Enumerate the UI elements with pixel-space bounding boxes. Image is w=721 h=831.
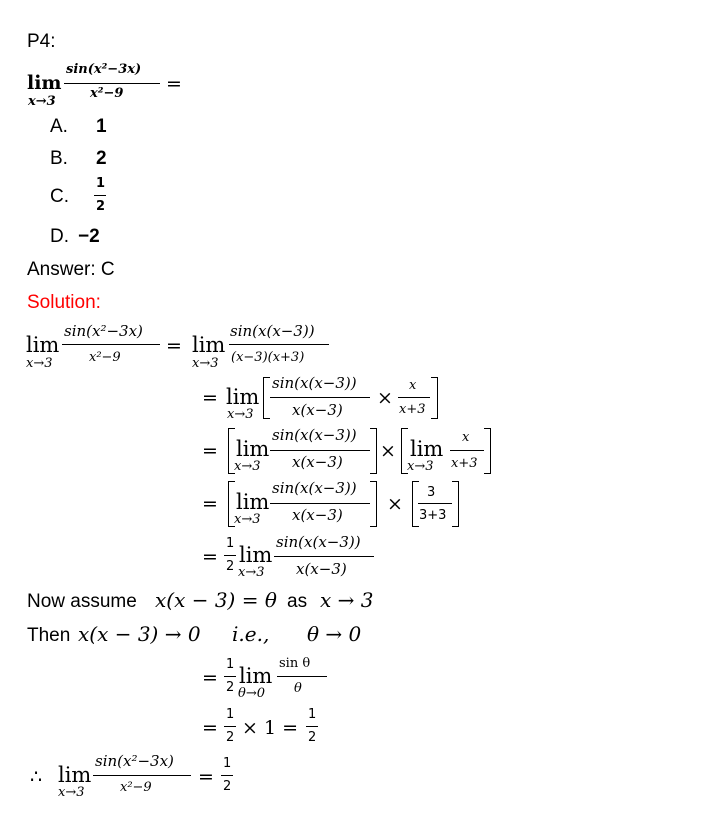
then-ie: i.e., [232, 622, 270, 646]
option-a-value: 1 [96, 116, 107, 137]
l1-sub2: x→3 [192, 356, 219, 371]
l2-bracket-right [431, 377, 438, 419]
option-c-num: 1 [96, 176, 106, 191]
l7-res-den: 2 [308, 730, 317, 745]
l6-bar [277, 676, 327, 677]
l7-half-den: 2 [226, 730, 235, 745]
then-expr: x(x − 3) → 0 [78, 622, 201, 646]
l4-den: x(x−3) [292, 506, 343, 524]
l1-den2: (x−3)(x+3) [231, 350, 305, 365]
l7-res-bar [306, 726, 318, 727]
assume-expr: x(x − 3) = θ [155, 588, 277, 612]
option-a-letter: A. [50, 116, 68, 137]
then-text1: Then [27, 625, 71, 646]
concl-sub: x→3 [58, 785, 85, 800]
therefore-symbol: ∴ [30, 766, 43, 788]
l6-sub: θ→0 [238, 686, 265, 701]
l2-lim: lim [226, 385, 260, 409]
concl-bar [93, 775, 191, 776]
l2-bar2 [398, 397, 430, 398]
l4-bar [270, 503, 370, 504]
l3-num2: x [462, 430, 470, 445]
l1-bar [62, 344, 160, 345]
l3-eq: = [202, 440, 218, 462]
l2-num: sin(x(x−3)) [272, 374, 357, 392]
l6-num: sin θ [279, 656, 311, 671]
problem-fraction-bar [64, 83, 160, 84]
l5-half-num: 1 [226, 536, 235, 551]
l4-bracket-right [370, 481, 377, 527]
problem-numerator: sin(x²−3x) [66, 62, 142, 77]
l3-lim: lim [236, 437, 270, 461]
assume-expr2: x → 3 [320, 588, 374, 612]
l2-bar [270, 397, 370, 398]
option-c-letter: C. [50, 186, 69, 207]
l7-eq: = [202, 717, 218, 739]
l4-bracket2-left [412, 481, 419, 527]
l6-den: θ [294, 681, 302, 696]
concl-res-num: 1 [223, 756, 232, 771]
option-b-letter: B. [50, 148, 68, 169]
l7-half-bar [224, 726, 236, 727]
option-b-value: 2 [96, 148, 107, 169]
problem-limit-var: x→3 [28, 94, 56, 109]
then-expr2: θ → 0 [307, 622, 362, 646]
l3-bar [270, 450, 370, 451]
l5-half-bar [224, 555, 236, 556]
l7-times-one: × 1 = [242, 717, 299, 739]
l3-sub: x→3 [234, 459, 261, 474]
assume-text1: Now assume [27, 591, 137, 612]
l3-den: x(x−3) [292, 453, 343, 471]
l3-bracket-right [370, 428, 377, 474]
option-d-letter: D. [50, 226, 69, 247]
l2-times: × [377, 387, 393, 409]
l1-bar2 [229, 344, 329, 345]
l6-half-num: 1 [226, 657, 235, 672]
l1-eq: = [166, 335, 182, 357]
l3-bar2 [450, 450, 484, 451]
l4-bar2 [418, 503, 452, 504]
l3-sub2: x→3 [407, 459, 434, 474]
l5-half-den: 2 [226, 559, 235, 574]
concl-den: x²−9 [120, 780, 152, 795]
l1-lim: lim [26, 333, 60, 357]
l4-lim: lim [236, 490, 270, 514]
l5-num: sin(x(x−3)) [276, 533, 361, 551]
option-c-bar [94, 195, 106, 196]
l4-num2: 3 [427, 485, 436, 500]
l1-den: x²−9 [89, 350, 121, 365]
l7-half-num: 1 [226, 707, 235, 722]
concl-res-bar [221, 775, 233, 776]
concl-eq: = [198, 766, 214, 788]
solution-heading: Solution: [27, 292, 101, 313]
assume-text2: as [287, 591, 308, 612]
option-d-value: −2 [78, 226, 100, 247]
l6-half-den: 2 [226, 680, 235, 695]
l1-lim2: lim [192, 333, 226, 357]
l4-den2: 3+3 [419, 508, 447, 523]
l5-den: x(x−3) [296, 560, 347, 578]
concl-res-den: 2 [223, 779, 232, 794]
l1-num: sin(x²−3x) [64, 322, 143, 340]
l4-num: sin(x(x−3)) [272, 479, 357, 497]
l2-bracket-left [263, 377, 270, 419]
l4-bracket2-right [452, 481, 459, 527]
l5-lim: lim [239, 543, 273, 567]
l5-bar [274, 556, 374, 557]
l3-times: × [380, 440, 396, 462]
problem-lim: lim [27, 72, 62, 94]
l2-num2: x [409, 378, 417, 393]
l3-bracket2-right [484, 428, 491, 474]
option-c-den: 2 [96, 199, 106, 214]
problem-denominator: x²−9 [90, 86, 124, 101]
l5-eq: = [202, 546, 218, 568]
l2-sub: x→3 [227, 407, 254, 422]
l4-sub: x→3 [234, 512, 261, 527]
l6-eq: = [202, 667, 218, 689]
problem-equals: = [166, 73, 182, 95]
l7-res-num: 1 [308, 707, 317, 722]
l6-half-bar [224, 676, 236, 677]
answer: Answer: C [27, 259, 115, 280]
l4-eq: = [202, 493, 218, 515]
l3-num: sin(x(x−3)) [272, 426, 357, 444]
l3-den2: x+3 [451, 456, 478, 471]
l2-den: x(x−3) [292, 401, 343, 419]
problem-label: P4: [27, 31, 56, 52]
concl-num: sin(x²−3x) [95, 752, 174, 770]
l6-lim: lim [239, 664, 273, 688]
l4-times: × [387, 493, 403, 515]
concl-lim: lim [58, 763, 92, 787]
l3-lim2: lim [410, 437, 444, 461]
l1-sub: x→3 [26, 356, 53, 371]
l2-eq: = [202, 387, 218, 409]
l5-sub: x→3 [238, 565, 265, 580]
l2-den2: x+3 [399, 402, 426, 417]
l1-num2: sin(x(x−3)) [230, 322, 315, 340]
